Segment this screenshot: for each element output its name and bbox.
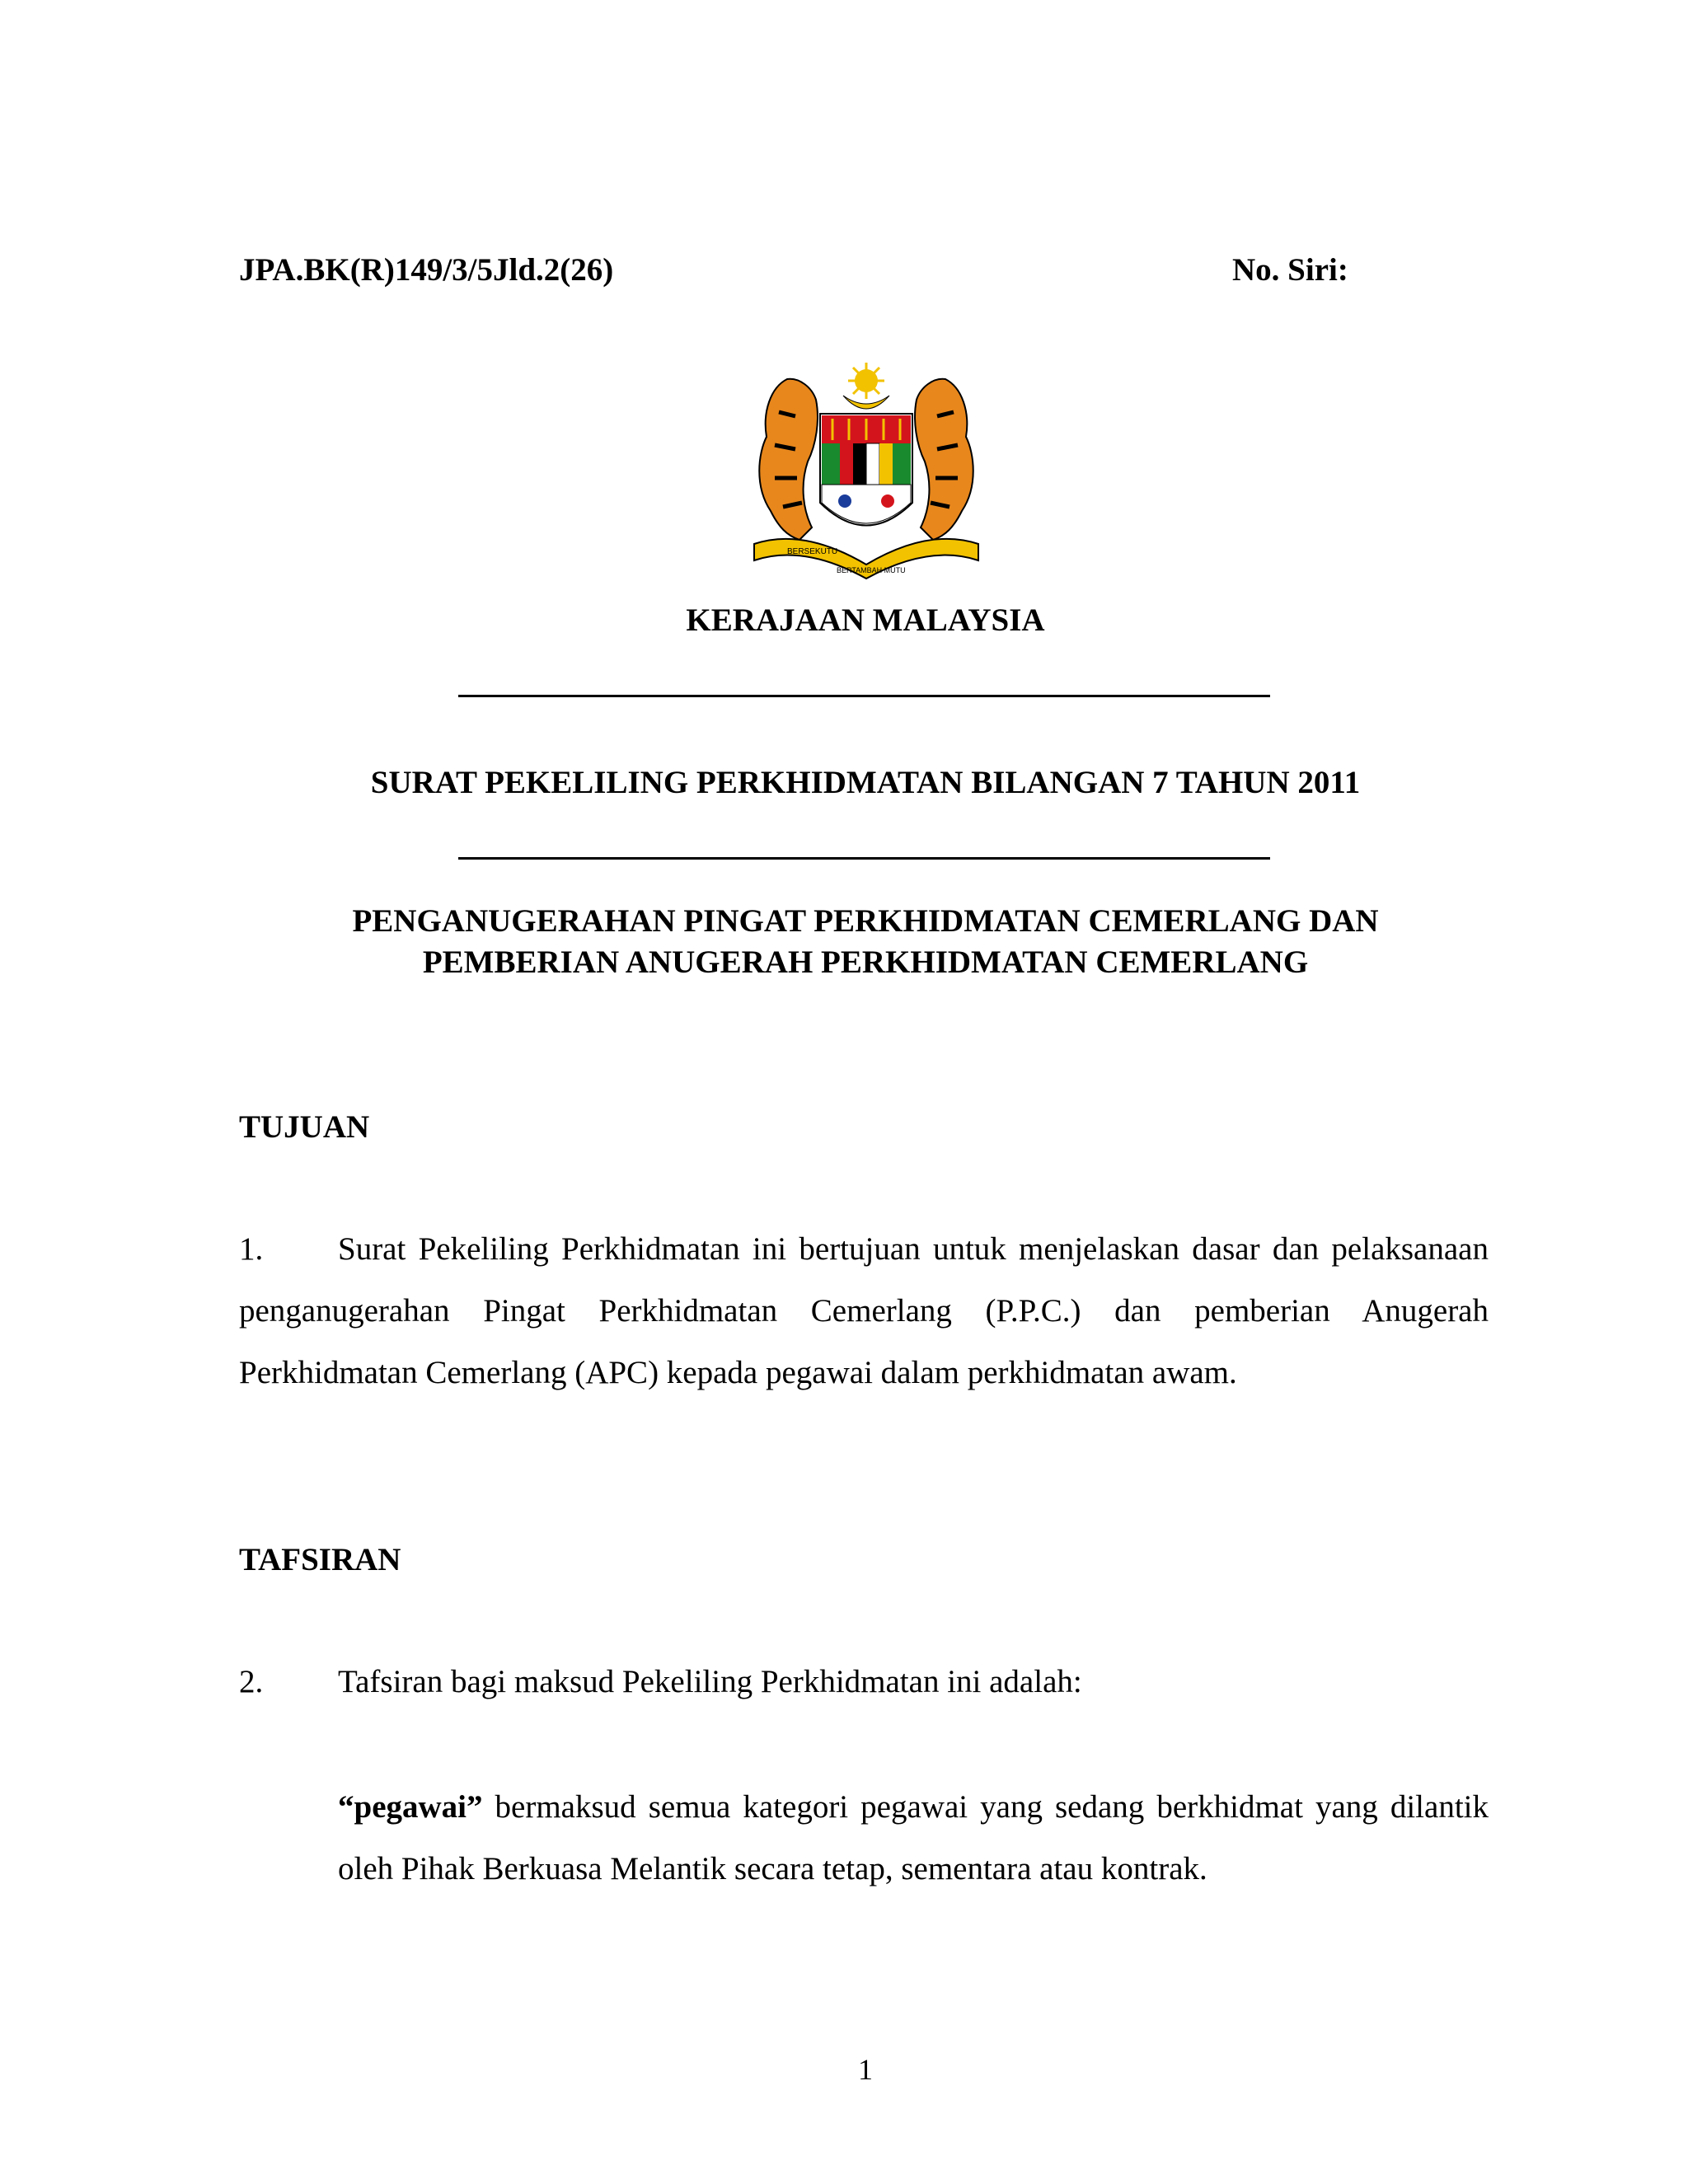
definition-pegawai xyxy=(338,1776,1489,1900)
crest-motto-left: BERSEKUTU xyxy=(787,547,838,556)
paragraph-2-text: Tafsiran bagi maksud Pekeliling Perkhidmatan ini adalah: xyxy=(338,1664,1082,1699)
serial-number-label: No. Siri: xyxy=(1232,252,1348,288)
divider-top xyxy=(458,695,1270,697)
definition-term: “pegawai” xyxy=(338,1789,483,1825)
paragraph-1-text: Surat Pekeliling Perkhidmatan ini bertujuan untuk menjelaskan dasar dan pelaksanaan penganugerahan Pingat Perkhidmatan Cemerlang (P.P.C.) dan pemberian Anugerah Perkhidmatan Cemerlang (APC) kepada pegawai dalam perkhidmatan awam. xyxy=(239,1231,1489,1390)
section-heading-tafsiran: TAFSIRAN xyxy=(239,1542,401,1577)
coat-of-arms-logo xyxy=(738,363,995,585)
paragraph-1-number: 1. xyxy=(239,1231,264,1267)
subject-line-1: PENGANUGERAHAN PINGAT PERKHIDMATAN CEMERLANG DAN xyxy=(352,903,1379,939)
reference-number: JPA.BK(R)149/3/5Jld.2(26) xyxy=(239,252,614,288)
crest-motto-banner: BERTAMBAH MUTU xyxy=(837,566,906,574)
divider-bottom xyxy=(458,857,1270,860)
page-number: 1 xyxy=(858,2053,873,2086)
circular-title: SURAT PEKELILING PERKHIDMATAN BILANGAN 7 TAHUN 2011 xyxy=(370,765,1361,800)
government-title: KERAJAAN MALAYSIA xyxy=(686,602,1045,638)
subject-line-2: PEMBERIAN ANUGERAH PERKHIDMATAN CEMERLANG xyxy=(422,944,1309,980)
definition-text: bermaksud semua kategori pegawai yang sedang berkhidmat yang dilantik oleh Pihak Berkuasa Melantik secara tetap, sementara atau kontrak. xyxy=(338,1789,1489,1886)
paragraph-1 xyxy=(239,1218,1489,1404)
paragraph-2 xyxy=(239,1651,1489,1713)
section-heading-tujuan: TUJUAN xyxy=(239,1109,370,1145)
paragraph-2-number: 2. xyxy=(239,1664,264,1699)
